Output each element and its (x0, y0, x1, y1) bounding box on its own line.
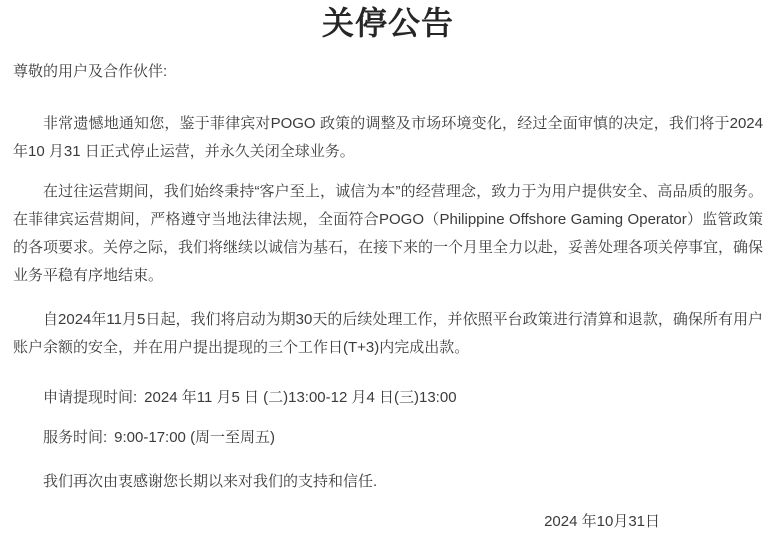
withdrawal-window-value: 2024 年11 月5 日 (二)13:00-12 月4 日(三)13:00 (144, 389, 457, 406)
announcement-date: 2024 年10月31日 (544, 513, 660, 530)
withdrawal-window-label: 申请提现时间: (43, 389, 138, 406)
closing-thanks: 我们再次由衷感谢您长期以来对我们的支持和信任. (43, 473, 378, 490)
paragraph-refund-process: 自2024年11月5日起，我们将启动为期30天的后续处理工作，并依照平台政策进行清算和退款，确保所有用户账户余额的安全，并在用户提出提现的三个工作日(T+3)内完成出款。 (13, 311, 763, 356)
service-hours-label: 服务时间: (43, 429, 108, 446)
withdrawal-window-line (13, 384, 763, 412)
page-title: 关停公告 (321, 5, 454, 41)
service-hours-value: 9:00-17:00 (周一至周五) (114, 429, 276, 446)
paragraph-shutdown-notice: 非常遗憾地通知您，鉴于菲律宾对POGO 政策的调整及市场环境变化，经过全面审慎的决定，我们将于2024 年10 月31 日正式停止运营，并永久关闭全球业务。 (13, 115, 763, 160)
closure-announcement-page (13, 4, 763, 536)
service-hours-line (13, 424, 763, 452)
salutation: 尊敬的用户及合作伙伴: (13, 63, 168, 80)
paragraph-operations-history: 在过往运营期间，我们始终秉持“客户至上，诚信为本”的经营理念，致力于为用户提供安全、高品质的服务。在菲律宾运营期间，严格遵守当地法律法规，全面符合POGO（Philippine Offshore Gaming Operator）监管政策的各项要求。关停之际，我们将继续以诚信为基石，在接下来的一个月里全力以赴，妥善处理各项关停事宜，确保业务平稳有序地结束。 (13, 183, 764, 284)
